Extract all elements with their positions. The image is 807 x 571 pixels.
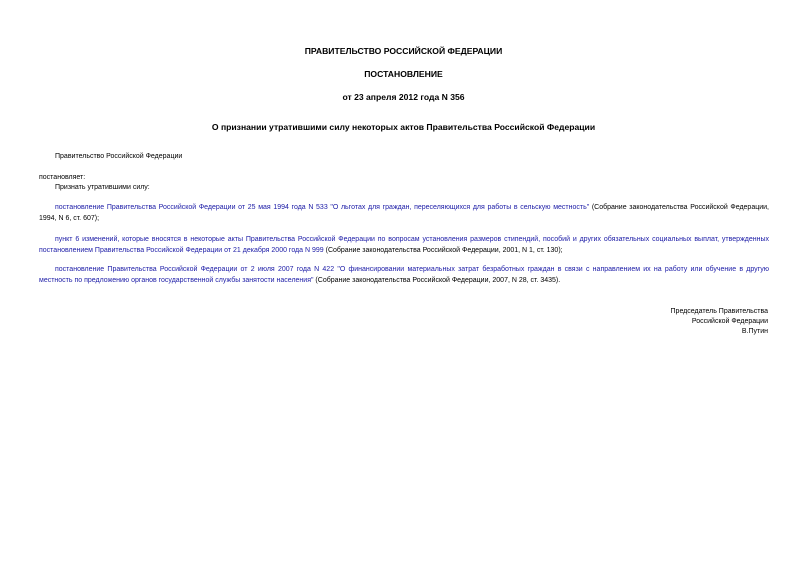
decides-text: постановляет: <box>39 174 86 181</box>
item-3-paragraph <box>39 265 769 286</box>
signature-position-line-1: Председатель Правительства <box>670 308 768 315</box>
recognize-text: Признать утратившими силу: <box>55 184 150 191</box>
item-3-citation: (Собрание законодательства Российской Федерации, 2007, N 28, ст. 3435). <box>313 276 561 284</box>
document-type-heading: ПОСТАНОВЛЕНИЕ <box>364 69 443 79</box>
item-2-paragraph <box>39 235 769 256</box>
item-2-citation: (Собрание законодательства Российской Федерации, 2001, N 1, ст. 130); <box>323 246 563 254</box>
item-3-link[interactable]: постановление Правительства Российской Федерации от 2 июля 2007 года N 422 "О финансировании материальных затрат безработных граждан в связи с направлением их на работу или обучение в другую местность по предложению органов государственной службы занятости населения" <box>39 266 769 284</box>
document-title: О признании утратившими силу некоторых актов Правительства Российской Федерации <box>211 122 596 132</box>
item-1-paragraph <box>39 203 769 224</box>
issuer-text: Правительство Российской Федерации <box>55 153 183 160</box>
signature-name: В.Путин <box>741 328 768 335</box>
government-heading: ПРАВИТЕЛЬСТВО РОССИЙСКОЙ ФЕДЕРАЦИИ <box>304 46 503 56</box>
document-date-number: от 23 апреля 2012 года N 356 <box>342 92 465 102</box>
item-1-link[interactable]: постановление Правительства Российской Федерации от 25 мая 1994 года N 533 "О льготах для граждан, переселяющихся для работы в сельскую местность" <box>55 204 590 211</box>
item-1-citation: (Собрание законодательства Российской Федерации, 1994, N 6, ст. 607); <box>39 204 769 222</box>
item-2-link[interactable]: пункт 6 изменений, которые вносятся в некоторые акты Правительства Российской Федерации по вопросам установления размеров стипендий, пособий и других обязательных социальных выплат, утвержденных постановлением Правительства Российской Федерации от 21 декабря 2000 года N 999 <box>39 236 769 254</box>
signature-position-line-2: Российской Федерации <box>691 318 768 325</box>
